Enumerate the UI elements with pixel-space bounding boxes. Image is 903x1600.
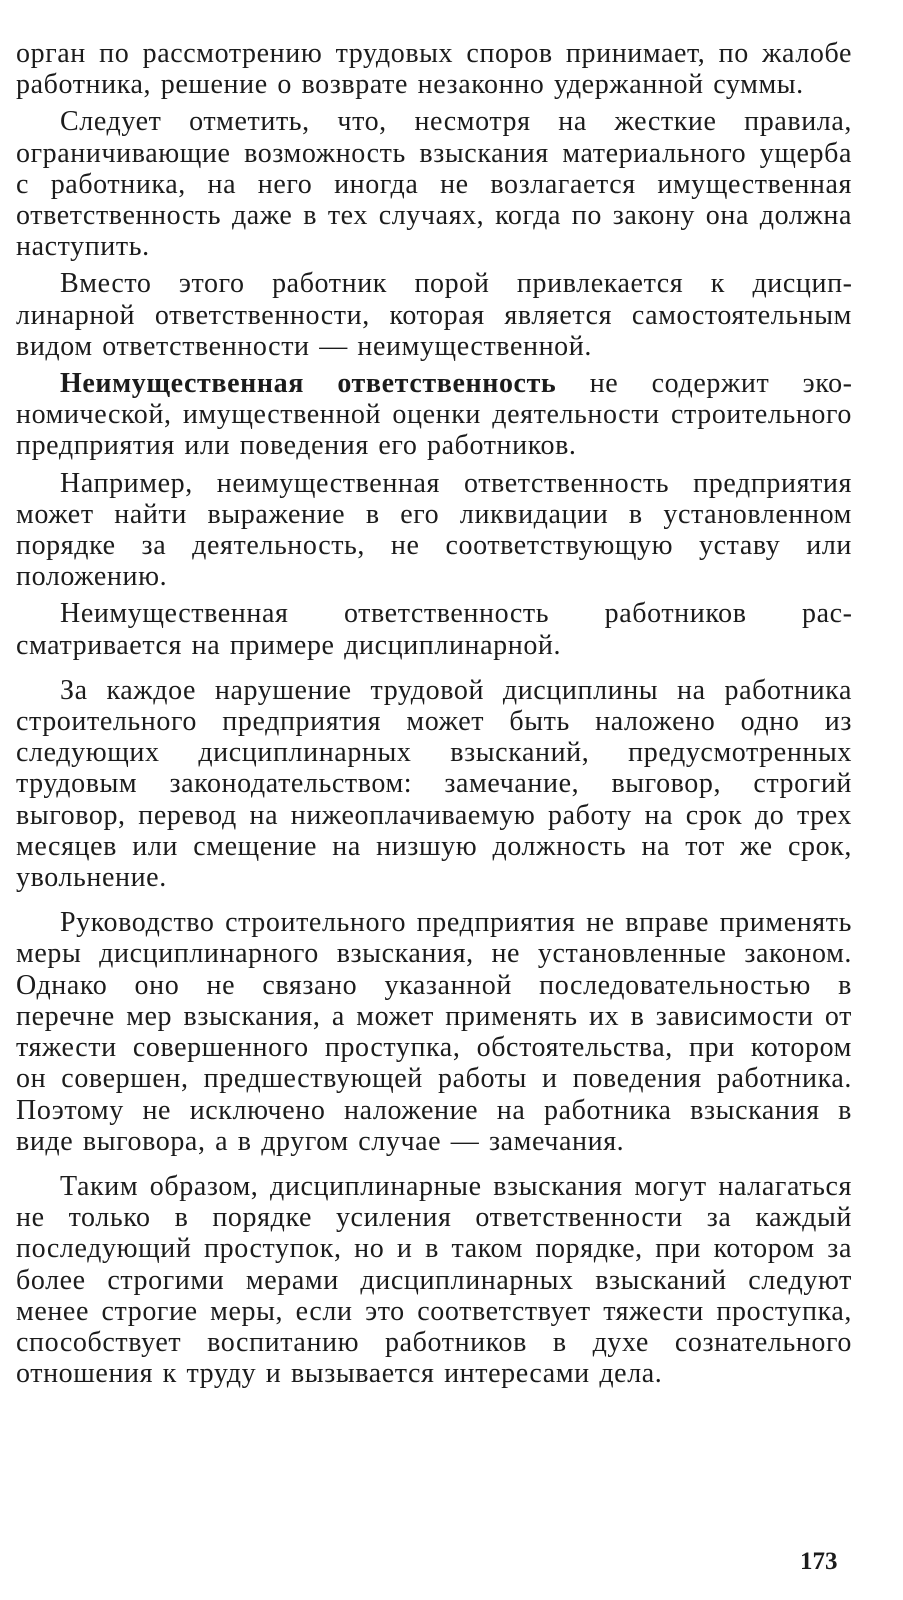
- paragraph-3-text: Вместо этого работник порой привлекается к дисциплинарной ответственности, которая является самостоятельным видом ответственности — неимущественной.: [16, 268, 852, 362]
- paragraph-2: [16, 106, 852, 262]
- paragraph-4: [16, 368, 852, 462]
- paragraph-6: [16, 598, 852, 660]
- paragraph-4-term: Неимущественная ответственность: [60, 368, 557, 400]
- paragraph-8-text: Руководство строительного предприятия не вправе применять меры дисциплинарного взыскания, не установленные законом. Однако оно не связано указанной последовательностью в перечне мер взыскания, а может применять их в зависимости от тяжести совершенного проступка, обстоятельства, при котором он совершен, предшествующей работы и поведения работника. Поэтому не исключено наложение на работника взыскания в виде выговора, а в другом случае — замечания.: [16, 907, 852, 1157]
- paragraph-5: [16, 468, 852, 593]
- paragraph-7-text: За каждое нарушение трудовой дисциплины на работника строительного предприятия может быть наложено одно из следующих дисциплинарных взысканий, предусмотренных трудовым законодательством: замечание, выговор, строгий выговор, перевод на нижеоплачиваемую работу на срок до трех месяцев или смещение на низшую должность на тот же срок, увольнение.: [16, 674, 852, 894]
- paragraph-1: [16, 38, 852, 100]
- paragraph-3: [16, 268, 852, 362]
- paragraph-9-text: Таким образом, дисциплинарные взыскания могут налагаться не только в порядке усиления ответственности за каждый последующий проступок, но и в таком порядке, при котором за более строгими мерами дисциплинарных взысканий следуют менее строгие меры, если это соответствует тяжести проступка, способствует воспитанию работников в духе сознательного отношения к труду и вызывается интересами дела.: [16, 1170, 852, 1390]
- paragraph-7: [16, 675, 852, 893]
- paragraph-5-text: Например, неимущественная ответственность предприятия может найти выражение в его ликвидации в установленном порядке за деятельность, не соответствующую уставу или положению.: [16, 467, 852, 593]
- paragraph-9: [16, 1171, 852, 1389]
- paragraph-8: [16, 907, 852, 1157]
- page-body: [16, 38, 852, 1395]
- page-number: 173: [800, 1548, 838, 1575]
- paragraph-6-text: Неимущественная ответственность работников рассматривается на примере дисциплинарной.: [16, 598, 852, 661]
- paragraph-1-text: орган по рассмотрению трудовых споров принимает, по жалобе работника, решение о возврате незаконно удержанной суммы.: [16, 38, 852, 101]
- paragraph-2-text: Следует отметить, что, несмотря на жесткие правила, ограничивающие возможность взыскания материального ущерба с работника, на него иногда не возлагается имущественная ответственность даже в тех случаях, когда по закону она должна наступить.: [16, 106, 852, 263]
- paragraph-4-text: не содержит экономической, имущественной оценки деятельности строительного предприятия или поведения его работников.: [16, 368, 852, 462]
